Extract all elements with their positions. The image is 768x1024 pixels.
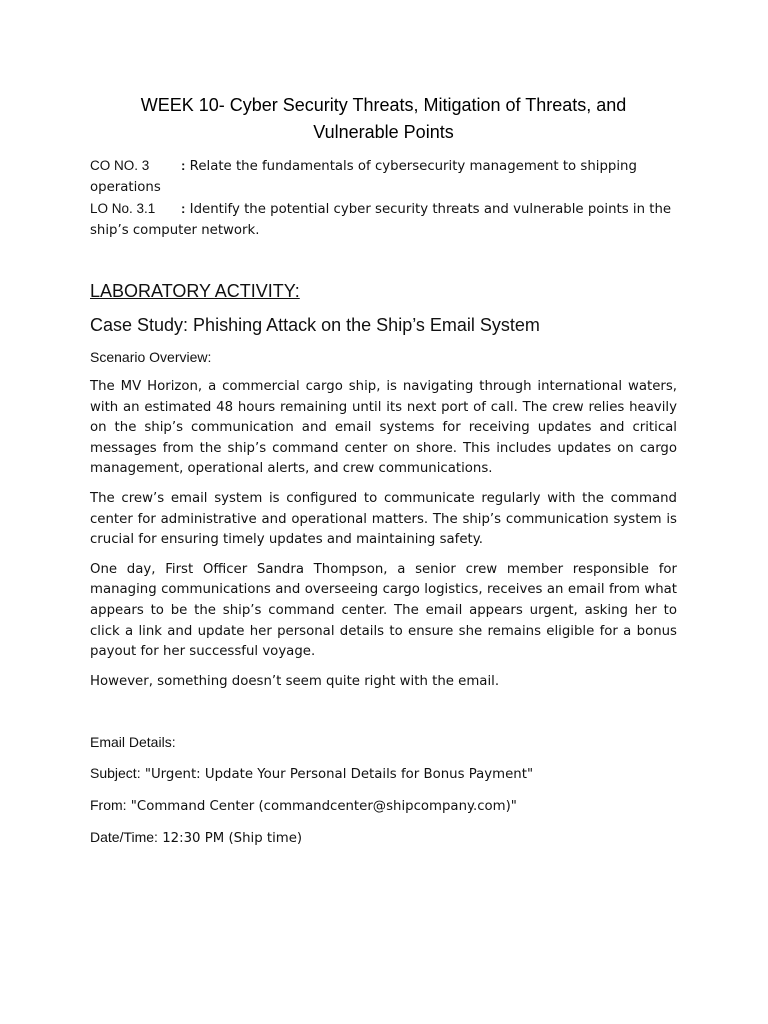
course-outcome <box>90 155 677 198</box>
title-line-2: Vulnerable Points <box>313 122 454 142</box>
learning-outcome <box>90 198 677 241</box>
email-subject-value: "Urgent: Update Your Personal Details for Bonus Payment" <box>144 767 534 783</box>
course-outcome-text: Relate the fundamentals of cybersecurity management to shipping operations <box>90 159 637 195</box>
email-datetime-value: 12:30 PM (Ship time) <box>162 831 303 847</box>
scenario-paragraph-2: The crew’s email system is configured to communicate regularly with the command center for administrative and operational matters. The ship’s communication system is crucial for ensuring timely updates and maintaining safety. <box>90 490 677 548</box>
email-datetime <box>90 827 677 849</box>
course-outcome-code: CO NO. 3 <box>90 158 150 173</box>
course-outcome-separator: : <box>181 158 186 173</box>
email-from-label: From: <box>90 797 127 814</box>
email-subject <box>90 763 677 785</box>
case-study-heading: Case Study: Phishing Attack on the Ship’s Email System <box>90 315 540 335</box>
email-from-value: "Command Center (commandcenter@shipcompany.com)" <box>130 799 517 815</box>
scenario-paragraph-3: One day, First Officer Sandra Thompson, a senior crew member responsible for managing communications and overseeing cargo logistics, receives an email from what appears to be the ship’s command center. The email appears urgent, asking her to click a link and update her personal details to ensure she remains eligible for a bonus payout for her successful voyage. <box>90 561 677 660</box>
document-title <box>90 92 677 146</box>
objectives-block <box>90 155 677 241</box>
scenario-paragraph-1: The MV Horizon, a commercial cargo ship, is navigating through international waters, with an estimated 48 hours remaining until its next port of call. The crew relies heavily on the ship’s communication and email systems for receiving updates and critical messages from the ship’s command center on shore. This includes updates on cargo management, operational alerts, and crew communications. <box>90 379 677 477</box>
learning-outcome-separator: : <box>181 201 186 216</box>
scenario-overview-heading: Scenario Overview: <box>90 349 212 365</box>
title-line-1: WEEK 10- Cyber Security Threats, Mitigation of Threats, and <box>140 95 627 115</box>
email-datetime-label: Date/Time: <box>90 829 158 846</box>
email-from <box>90 795 677 817</box>
email-details-heading: Email Details: <box>90 734 176 751</box>
document-page <box>90 92 677 849</box>
laboratory-activity-heading: LABORATORY ACTIVITY: <box>90 281 300 301</box>
email-subject-label: Subject: <box>90 765 141 782</box>
learning-outcome-text: Identify the potential cyber security threats and vulnerable points in the ship’s computer network. <box>90 202 672 238</box>
scenario-paragraph-4: However, something doesn’t seem quite right with the email. <box>90 673 500 689</box>
learning-outcome-code: LO No. 3.1 <box>90 201 156 216</box>
